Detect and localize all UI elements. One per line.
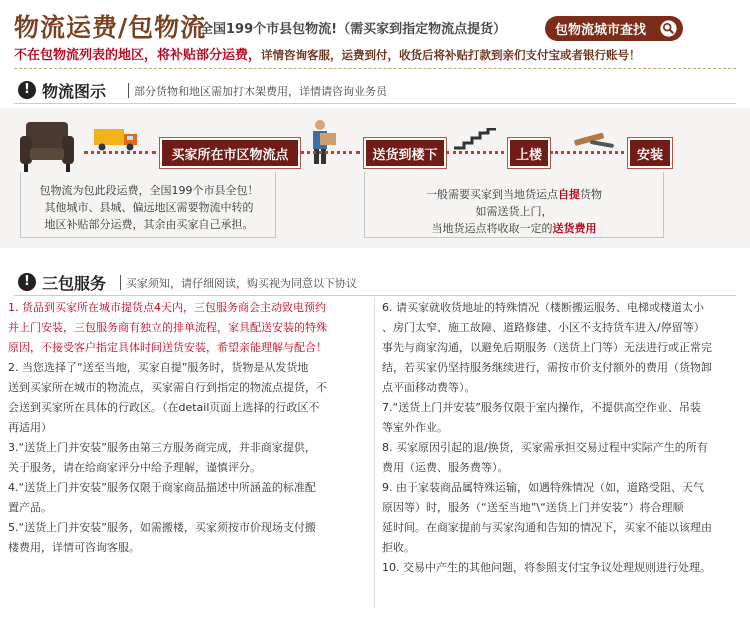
divider: [14, 68, 736, 69]
step-deliver-downstairs: 送货到楼下: [364, 138, 446, 168]
term-line: 送到买家所在城市的物流点，买家需自行到指定的物流点提货，不: [8, 381, 327, 394]
shipping-note-red: 不在包物流列表的地区，将补贴部分运费，: [14, 48, 262, 63]
search-icon: [660, 20, 677, 37]
term-line: 结，若买家仍坚持服务继续进行，需按市价支付额外的费用（货物卸: [382, 361, 712, 374]
term-line: 9. 由于家装商品属特殊运输，如遇特殊情况（如，道路受阻、天气: [382, 481, 704, 494]
step-local-depot: 买家所在市区物流点: [160, 138, 300, 168]
exclamation-icon: !: [18, 81, 36, 99]
term-line: 3.“送货上门并安装”服务由第三方服务商完成，并非商家提供，: [8, 441, 316, 454]
term-line: 7.“送货上门并安装”服务仅限于室内操作，不提供高空作业、吊装: [382, 401, 701, 414]
term-line: 事先与商家沟通，以避免后期服务（送货上门等）无法进行或正常完: [382, 341, 712, 354]
info-right: 一般需要买家到当地货运点自提货物 如需送货上门， 当地货运点将收取一定的送货费用: [376, 186, 652, 237]
term-line: 并上门安装，三包服务商有独立的排单流程，家具配送安装的特殊: [8, 321, 327, 334]
separator: [120, 275, 121, 290]
term-line: 费用（运费、服务费等）。: [382, 461, 509, 474]
term-line: 拒收。: [382, 541, 415, 554]
term-line: 再适用）: [8, 421, 52, 434]
term-line: 等室外作业。: [382, 421, 448, 434]
info-left: 包物流为包此段运费，全国199个市县全包！ 其他城市、县城、偏远地区需要物流中转的 地区补贴部分运费，其余由买家自己承担。: [30, 182, 268, 233]
terms-left-column: [8, 298, 370, 558]
dotted-connector: [84, 151, 156, 154]
dotted-connector: [300, 151, 360, 154]
separator: [128, 83, 129, 98]
shipping-note: [14, 44, 641, 63]
dotted-connector: [550, 151, 624, 154]
term-line: 、房门太窄、施工故障、道路修建、小区不支持货车进入/停留等）: [382, 321, 705, 334]
service-terms: [0, 298, 750, 620]
logistics-section-header: [14, 76, 736, 104]
term-line: 8. 买家原因引起的退/换货，买家需承担交易过程中实际产生的所有: [382, 441, 708, 454]
step-upstairs: 上楼: [508, 138, 550, 168]
term-line: 4.“送货上门并安装”服务仅限于商家商品描述中所涵盖的标准配: [8, 481, 316, 494]
term-line: 关于服务，请在给商家评分中给予理解，谨慎评分。: [8, 461, 261, 474]
page-title: 物流运费/包物流: [14, 13, 207, 42]
dotted-connector: [446, 151, 504, 154]
header: [0, 0, 750, 70]
logistics-flow-diagram: [0, 108, 750, 248]
column-divider: [374, 298, 375, 608]
term-line: 延时间。在商家提前与买家沟通和告知的情况下，买家不能以该理由: [382, 521, 712, 534]
terms-right-column: [382, 298, 744, 578]
term-line: 2. 当您选择了“送至当地，买家自提”服务时，货物是从发货地: [8, 361, 309, 374]
step-install: 安装: [628, 138, 672, 168]
shipping-note-detail: 详情咨询客服，运费到付，收货后将补贴打款到亲们支付宝或者银行账号！: [261, 48, 641, 62]
term-line: 会送到买家所在具体的行政区。（在detail页面上选择的行政区不: [8, 401, 320, 414]
term-line: 5.“送货上门并安装”服务，如需搬楼，买家须按市价现场支付搬: [8, 521, 316, 534]
sofa-icon: [18, 118, 76, 173]
service-desc: 买家须知，请仔细阅读，购买视为同意以下协议: [126, 277, 357, 290]
exclamation-icon: !: [18, 273, 36, 291]
term-line: 原因，不接受客户指定具体时间送货安装，希望亲能理解与配合！: [8, 341, 327, 354]
page-subtitle: 全国199个市县包物流!（需买家到指定物流点提货）: [200, 22, 507, 37]
term-line: 点平面移动费等）。: [382, 381, 476, 394]
term-line: 原因等）时，服务（“送至当地”\“送货上门并安装”）将合理顺: [382, 501, 684, 514]
service-title: 三包服务: [42, 274, 107, 293]
term-line: 1. 货品到买家所在城市提货点4天内，三包服务商会主动致电预约: [8, 301, 326, 314]
tools-icon: [570, 126, 618, 154]
logistics-desc: 部分货物和地区需加打木架费用，详情请咨询业务员: [134, 85, 387, 98]
truck-icon: [92, 126, 140, 152]
stairs-icon: [452, 128, 498, 150]
term-line: 楼费用，详情可咨询客服。: [8, 541, 140, 554]
delivery-worker-icon: [300, 118, 340, 166]
service-section-header: [14, 268, 736, 296]
term-line: 置产品。: [8, 501, 52, 514]
city-search-label: 包物流城市查找: [555, 23, 647, 38]
city-search-button[interactable]: [545, 16, 683, 41]
term-line: 6. 请买家就收货地址的特殊情况（楼断搬运服务、电梯或楼道太小: [382, 301, 704, 314]
logistics-title: 物流图示: [42, 82, 107, 101]
term-line: 10. 交易中产生的其他问题，将参照支付宝争议处理规则进行处理。: [382, 561, 711, 574]
